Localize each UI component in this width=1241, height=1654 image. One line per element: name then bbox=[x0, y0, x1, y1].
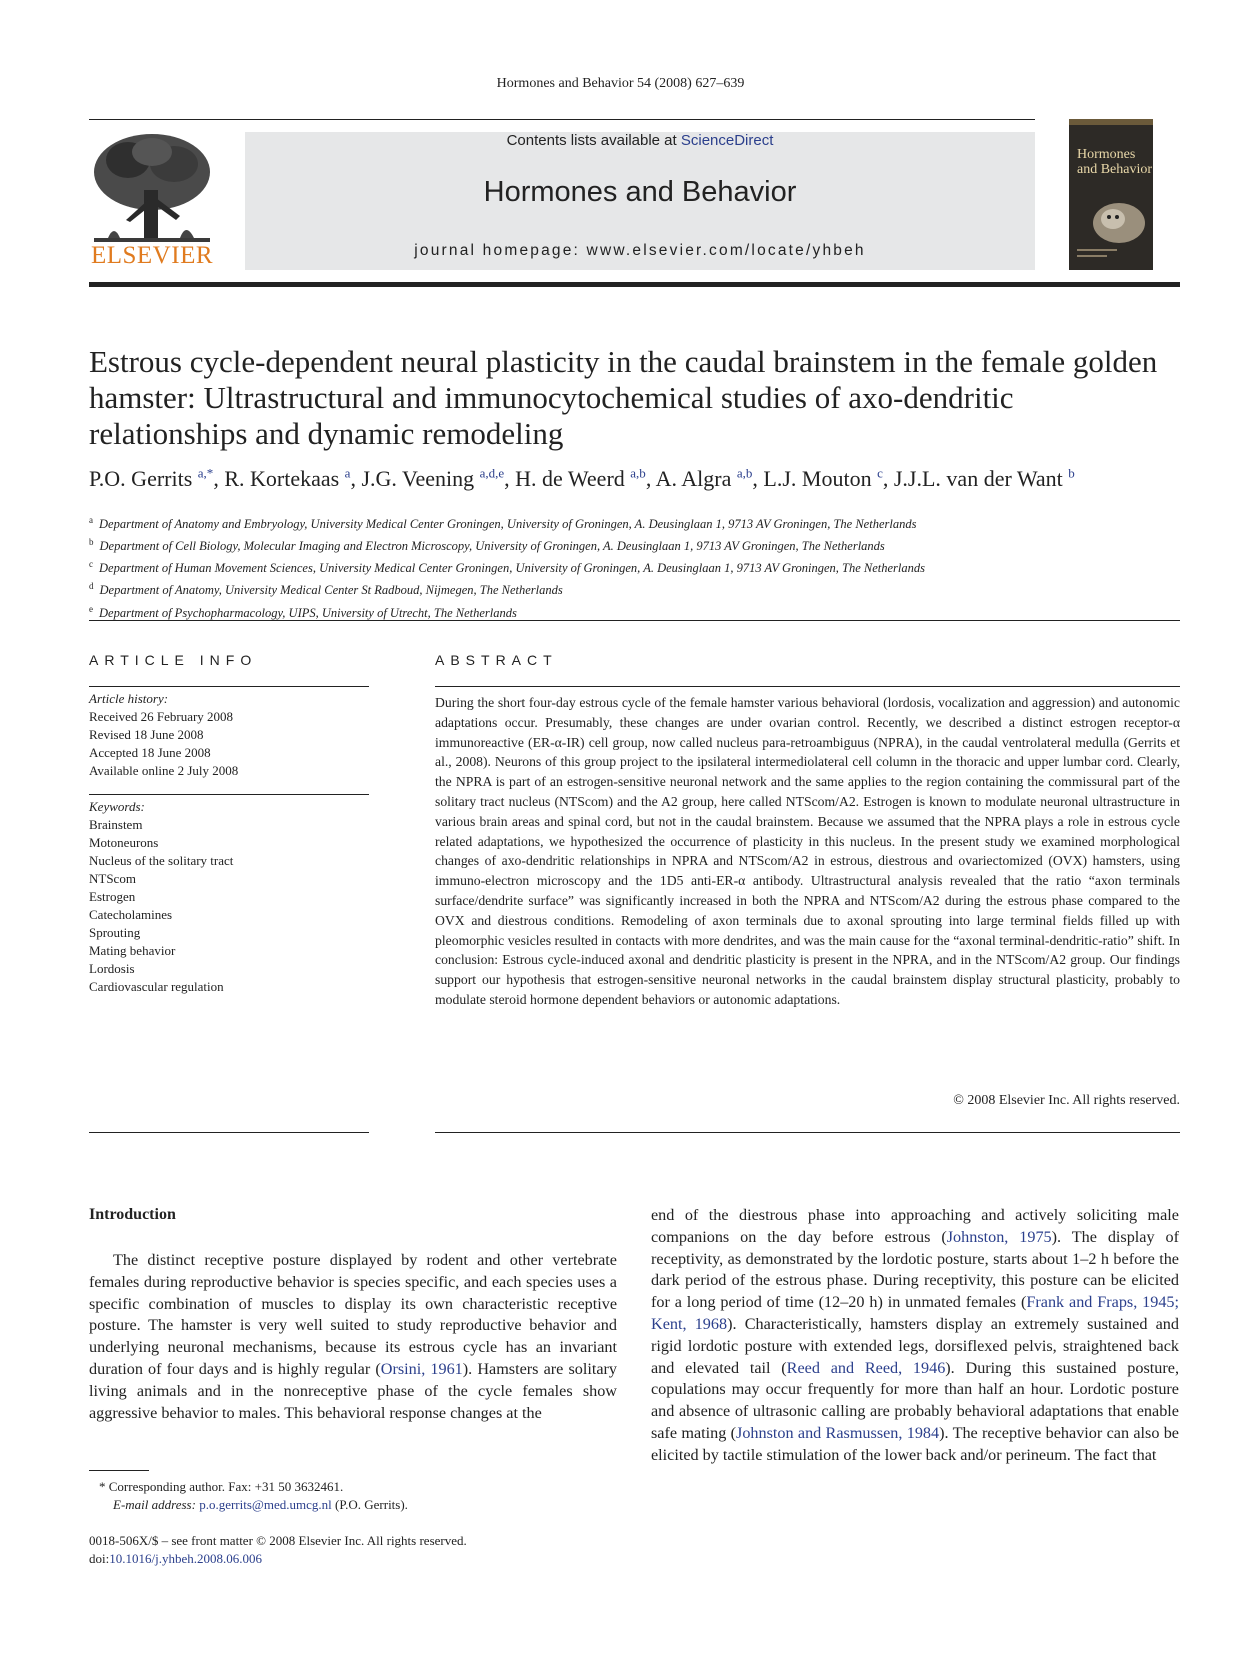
author-affiliation-marker[interactable]: a,b bbox=[630, 466, 646, 481]
intro-text: ). Hamsters are solitary living animals and in the nonreceptive phase of the cycle females show aggressive behavior to males. This behavioral response changes at the bbox=[89, 1359, 618, 1422]
journal-citation: Hormones and Behavior 54 (2008) 627–639 bbox=[496, 76, 745, 91]
doi-line bbox=[89, 1550, 609, 1568]
cover-art-icon bbox=[1069, 119, 1153, 270]
article-info-rule bbox=[89, 686, 369, 687]
author[interactable]: L.J. Mouton $^c$, bbox=[763, 466, 894, 492]
keyword-list bbox=[89, 798, 369, 996]
history-received: Received 26 February 2008 bbox=[89, 709, 234, 724]
journal-banner bbox=[245, 132, 1035, 270]
keyword: Brainstem bbox=[89, 817, 143, 832]
history-accepted: Accepted 18 June 2008 bbox=[89, 745, 211, 760]
author[interactable]: P.O. Gerrits $^{a,*}$, bbox=[89, 466, 225, 492]
author-affiliation-marker[interactable]: b bbox=[1068, 466, 1075, 481]
author[interactable]: R. Kortekaas $^a$, bbox=[224, 466, 362, 492]
citation-link[interactable]: Johnston and Rasmussen, 1984 bbox=[736, 1423, 940, 1442]
keywords-label: Keywords: bbox=[89, 799, 145, 814]
citation-link[interactable]: Frank and Fraps, 1945; Kent, 1968 bbox=[651, 1293, 1179, 1333]
journal-cover-image[interactable] bbox=[1069, 119, 1153, 270]
history-online: Available online 2 July 2008 bbox=[89, 763, 239, 778]
affiliation: $^a$ Department of Anatomy and Embryology, University Medical Center Groningen, University of Groningen, A. Deusinglaan 1, 9713 AV Groningen, The Netherlands bbox=[89, 515, 917, 532]
author[interactable]: A. Algra $^{a,b}$, bbox=[655, 466, 764, 492]
keyword: Motoneurons bbox=[89, 835, 159, 850]
keyword: Cardiovascular regulation bbox=[89, 979, 224, 994]
header-bottom-rule bbox=[89, 282, 1180, 287]
keyword: Lordosis bbox=[89, 961, 135, 976]
journal-homepage[interactable]: journal homepage: www.elsevier.com/locate/yhbeh bbox=[414, 242, 866, 259]
abstract-text: During the short four-day estrous cycle of the female hamster various behavioral (lordosis, vocalization and aggression) and autonomic adaptations occur. Presumably, these changes are under ovarian control. Recently, we described a distinct estrogen receptor-α immunoreactive (ER-α-IR) cell group, now called nucleus para-retroambiguus (NPRA), in the caudal ventrolateral medulla (Gerrits et al., 2008). Neurons of this group project to the ipsilateral intermediolateral cell column in the thoracic and upper lumbar cord. Clearly, the NPRA is part of an estrogen-sensitive neuronal network and the same applies to the region containing the commissural part of the solitary tract nucleus (NTScom) and the A2 group, here called NTScom/A2. Estrogen is known to modulate neuronal ultrastructure in various brain areas and spinal cord, but not in the caudal brainstem. Because we assumed that the NPRA plays a role in estrous cycle related adaptations, we hypothesized the occurrence of plasticity in this nucleus. In the present study we examined morphological changes of axo-dendritic relationships in NPRA and NTScom/A2 in estrous, diestrous and ovariectomized (OVX) hamsters, using immuno-electron microscopy and the 1D5 anti-ER-α antibody. Ultrastructural analysis revealed that the ratio “axon terminals surface/dendrite surface” was significantly increased in both the NPRA and NTScom/A2 during the estrous phase compared to the OVX and diestrous conditions. Remodeling of axon terminals due to axonal sprouting into large terminal fields filled up with pleomorphic vesicles resulted in contacts with more dendrites, and was the main cause for the “axonal terminal-dendritic-ratio” shift. In conclusion: Estrous cycle-induced axonal and dendritic plasticity is present in the NPRA, and in the NTScom/A2 group. Our findings support our hypothesis that estrogen-sensitive neuronal networks in the caudal brainstem display structural plasticity, probably to modulate steroid hormone dependent behaviors or autonomic adaptations. bbox=[435, 695, 1180, 1007]
affiliation: $^c$ Department of Human Movement Sciences, University Medical Center Groningen, University of Groningen, A. Deusinglaan 1, 9713 AV Groningen, The Netherlands bbox=[89, 559, 925, 576]
article-title: Estrous cycle-dependent neural plasticity in the caudal brainstem in the female golden hamster: Ultrastructural and immunocytochemical studies of axo-dendritic relationships and dynamic remodeling bbox=[89, 344, 1158, 451]
introduction-heading: Introduction bbox=[89, 1206, 176, 1223]
affiliation: $^b$ Department of Cell Biology, Molecular Imaging and Electron Microscopy, University of Groningen, A. Deusinglaan 1, 9713 AV Groningen, The Netherlands bbox=[89, 537, 885, 554]
footnote-email-line bbox=[89, 1496, 609, 1514]
corresponding-author-footnote bbox=[89, 1478, 609, 1514]
keyword: Mating behavior bbox=[89, 943, 176, 958]
article-info-bottom-rule bbox=[89, 1132, 369, 1133]
issn-line: 0018-506X/$ – see front matter © 2008 Elsevier Inc. All rights reserved. bbox=[89, 1533, 467, 1548]
footnote-corresponding: Corresponding author. Fax: +31 50 3632461. bbox=[108, 1479, 344, 1494]
front-matter bbox=[89, 1532, 609, 1568]
doi-prefix: doi: bbox=[89, 1551, 110, 1566]
contents-prefix: Contents lists available at bbox=[506, 132, 681, 149]
author-affiliation-marker[interactable]: a,b bbox=[736, 466, 753, 481]
sciencedirect-link[interactable]: ScienceDirect bbox=[680, 132, 774, 149]
abstract-heading: ABSTRACT bbox=[435, 652, 558, 668]
article-history bbox=[89, 690, 369, 780]
footnote-line bbox=[89, 1478, 609, 1496]
elsevier-wordmark: ELSEVIER bbox=[90, 242, 214, 269]
email-suffix: (P.O. Gerrits). bbox=[331, 1497, 408, 1512]
keyword: Sprouting bbox=[89, 925, 141, 940]
intro-text: end of the diestrous phase into approaching and actively soliciting male companions on the day before estrous ( bbox=[651, 1206, 1179, 1246]
abstract-bottom-rule bbox=[435, 1132, 1180, 1133]
doi-link[interactable]: 10.1016/j.yhbeh.2008.06.006 bbox=[109, 1551, 262, 1566]
keyword: Nucleus of the solitary tract bbox=[89, 853, 234, 868]
elsevier-logo[interactable] bbox=[88, 130, 216, 272]
author[interactable]: J.G. Veening $^{a,d,e}$, bbox=[361, 466, 516, 492]
citation-link[interactable]: Reed and Reed, 1946 bbox=[786, 1358, 946, 1377]
citation-link[interactable]: Orsini, 1961 bbox=[380, 1359, 463, 1378]
affiliation: $^e$ Department of Psychopharmacology, UIPS, University of Utrecht, The Netherlands bbox=[89, 603, 517, 620]
abstract-copyright: © 2008 Elsevier Inc. All rights reserved. bbox=[953, 1093, 1180, 1108]
keywords-rule bbox=[89, 794, 369, 795]
header-top-rule bbox=[89, 119, 1035, 120]
author[interactable]: H. de Weerd $^{a,b}$, bbox=[515, 466, 656, 492]
keyword: Catecholamines bbox=[89, 907, 173, 922]
footnote-marker: * bbox=[99, 1479, 106, 1494]
article-info-heading: ARTICLE INFO bbox=[89, 652, 258, 668]
intro-text: The distinct receptive posture displayed by rodent and other vertebrate females during reproductive behavior is species specific, and each species uses a specific combination of muscles to display its own characteristic receptive posture. The hamster is very well suited to study reproductive behavior and underlying neuronal mechanisms, because its estrous cycle has an invariant duration of four days and is highly regular ( bbox=[89, 1251, 617, 1378]
intro-text: ). The receptive behavior can also be elicited by tactile stimulation of the lower back and/or perineum. The fact that bbox=[651, 1423, 1179, 1464]
keyword: Estrogen bbox=[89, 889, 136, 904]
author[interactable]: J.J.L. van der Want $^b$ bbox=[893, 466, 1075, 492]
email-label: E-mail address: bbox=[113, 1497, 196, 1512]
intro-text: ). Characteristically, hamsters display an extremely sustained and rigid lordotic posture with extended legs, dorsiflexed pelvis, straightened back and elevated tail ( bbox=[651, 1314, 1179, 1377]
author-affiliation-marker[interactable]: a bbox=[344, 466, 351, 481]
cover-title: Hormones and Behavior bbox=[1077, 147, 1153, 177]
author-affiliation-marker[interactable]: a,* bbox=[197, 466, 214, 481]
affiliation-list bbox=[89, 511, 1189, 622]
history-revised: Revised 18 June 2008 bbox=[89, 727, 204, 742]
author-list bbox=[89, 466, 1189, 492]
introduction-column-1 bbox=[89, 1250, 617, 1424]
introduction-column-2 bbox=[651, 1205, 1179, 1467]
abstract-rule bbox=[435, 686, 1180, 687]
citation-link[interactable]: Johnston, 1975 bbox=[946, 1227, 1052, 1246]
email-link[interactable]: p.o.gerrits@med.umcg.nl bbox=[199, 1497, 332, 1512]
intro-text: ). During this sustained posture, copulations may occur frequently for more than half an hour. Lordotic posture and absence of ultrasonic calling are probably behavioral adaptations that enable safe mating ( bbox=[651, 1358, 1179, 1442]
journal-title: Hormones and Behavior bbox=[483, 176, 797, 208]
author-affiliation-marker[interactable]: c bbox=[877, 466, 883, 481]
footnote-rule bbox=[89, 1470, 149, 1471]
article-history-label: Article history: bbox=[89, 691, 169, 706]
author-affiliation-marker[interactable]: a,d,e bbox=[479, 466, 505, 481]
contents-line bbox=[245, 132, 1035, 149]
affiliation-divider bbox=[89, 620, 1180, 621]
intro-text: ). The display of receptivity, as demonstrated by the lordotic posture, starts about 1–2 h before the dark period of the estrous phase. During receptivity, this posture can be elicited for a long period of time (12–20 h) in unmated females ( bbox=[651, 1227, 1179, 1312]
affiliation: $^d$ Department of Anatomy, University Medical Center St Radboud, Nijmegen, The Netherlands bbox=[89, 581, 563, 598]
keyword: NTScom bbox=[89, 871, 136, 886]
